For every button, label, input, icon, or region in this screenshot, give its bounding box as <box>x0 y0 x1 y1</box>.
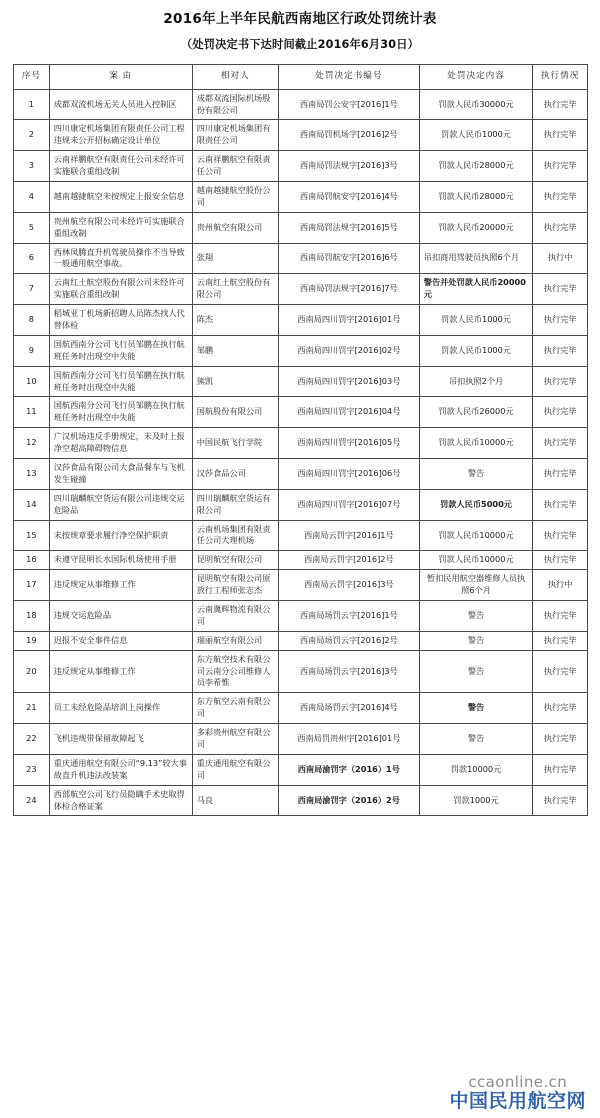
cell-doc-number: 西南局四川罚字[2016]03号 <box>278 366 419 397</box>
title-block <box>0 0 600 52</box>
cell-party: 云南红土航空股份有限公司 <box>192 274 278 305</box>
cell-doc-number: 西南局罚贵州字[2016]01号 <box>278 724 419 755</box>
cell-case: 贵州航空有限公司未经许可实施联合重组改制 <box>49 212 192 243</box>
cell-party: 成都双流国际机场股份有限公司 <box>192 89 278 120</box>
cell-execution-status: 执行完毕 <box>533 397 588 428</box>
cell-penalty-content: 罚款人民币1000元 <box>419 335 533 366</box>
cell-case: 未按规章要求履行净空保护职责 <box>49 520 192 551</box>
cell-doc-number: 西南局罚机场字[2016]2号 <box>278 120 419 151</box>
cell-party: 邹鹏 <box>192 335 278 366</box>
cell-party: 瑞丽航空有限公司 <box>192 631 278 650</box>
cell-case: 国航西南分公司飞行员邹鹏在执行航班任务时出现空中失能 <box>49 397 192 428</box>
cell-penalty-content: 警告 <box>419 724 533 755</box>
column-header-content: 处罚决定内容 <box>419 64 533 89</box>
cell-index: 2 <box>14 120 50 151</box>
cell-penalty-content: 罚款人民币10000元 <box>419 428 533 459</box>
cell-penalty-content: 罚款人民币5000元 <box>419 489 533 520</box>
cell-case: 云南祥鹏航空有限责任公司未经许可实施联合重组改制 <box>49 151 192 182</box>
cell-execution-status: 执行完毕 <box>533 650 588 693</box>
cell-index: 20 <box>14 650 50 693</box>
cell-index: 19 <box>14 631 50 650</box>
cell-index: 18 <box>14 601 50 632</box>
cell-penalty-content: 警告并处罚款人民币20000元 <box>419 274 533 305</box>
cell-party: 东方航空技术有限公司云南分公司维修人员李希惟 <box>192 650 278 693</box>
cell-party: 重庆通用航空有限公司 <box>192 754 278 785</box>
cell-execution-status: 执行完毕 <box>533 89 588 120</box>
cell-case: 未遵守昆明长水国际机场使用手册 <box>49 551 192 570</box>
table-row <box>14 570 588 601</box>
cell-execution-status: 执行完毕 <box>533 754 588 785</box>
cell-index: 8 <box>14 305 50 336</box>
cell-case: 重庆通用航空有限公司“9.13”较大事故直升机违法改装案 <box>49 754 192 785</box>
cell-doc-number: 西南局四川罚字[2016]06号 <box>278 459 419 490</box>
cell-case: 成都双流机场无关人员进入控制区 <box>49 89 192 120</box>
cell-execution-status: 执行完毕 <box>533 551 588 570</box>
cell-index: 22 <box>14 724 50 755</box>
cell-penalty-content: 罚款人民币1000元 <box>419 305 533 336</box>
cell-index: 12 <box>14 428 50 459</box>
cell-index: 13 <box>14 459 50 490</box>
cell-doc-number: 西南局罚航安字[2016]6号 <box>278 243 419 274</box>
cell-party: 云南冀辉物流有限公司 <box>192 601 278 632</box>
cell-index: 10 <box>14 366 50 397</box>
table-row <box>14 305 588 336</box>
table-row <box>14 89 588 120</box>
table-row <box>14 693 588 724</box>
cell-penalty-content: 吊扣商用驾驶员执照6个月 <box>419 243 533 274</box>
cell-party: 贵州航空有限公司 <box>192 212 278 243</box>
table-row <box>14 335 588 366</box>
table-header-row <box>14 64 588 89</box>
cell-index: 1 <box>14 89 50 120</box>
table-row <box>14 650 588 693</box>
cell-execution-status: 执行完毕 <box>533 335 588 366</box>
cell-doc-number: 西南局罚公安字[2016]1号 <box>278 89 419 120</box>
cell-doc-number: 西南局四川罚字[2016]02号 <box>278 335 419 366</box>
column-header-docno: 处罚决定书编号 <box>278 64 419 89</box>
cell-doc-number: 西南局云罚字[2016]2号 <box>278 551 419 570</box>
cell-case: 国航西南分公司飞行员邹鹏在执行航班任务时出现空中失能 <box>49 366 192 397</box>
table-row <box>14 274 588 305</box>
cell-execution-status: 执行完毕 <box>533 181 588 212</box>
cell-doc-number: 西南局四川罚字[2016]01号 <box>278 305 419 336</box>
cell-execution-status: 执行完毕 <box>533 489 588 520</box>
cell-party: 昆明航空有限公司 <box>192 551 278 570</box>
table-row <box>14 459 588 490</box>
cell-case: 飞机违规带保留故障起飞 <box>49 724 192 755</box>
cell-party: 熊凯 <box>192 366 278 397</box>
cell-index: 6 <box>14 243 50 274</box>
cell-execution-status: 执行完毕 <box>533 366 588 397</box>
cell-case: 云南红土航空股份有限公司未经许可实施联合重组改制 <box>49 274 192 305</box>
column-header-index: 序号 <box>14 64 50 89</box>
table-container <box>13 64 588 817</box>
page-subtitle: （处罚决定书下达时间截止2016年6月30日） <box>180 38 420 52</box>
cell-penalty-content: 暂扣民用航空器维修人员执照6个月 <box>419 570 533 601</box>
cell-case: 国航西南分公司飞行员邹鹏在执行航班任务时出现空中失能 <box>49 335 192 366</box>
cell-party: 越南越捷航空股份公司 <box>192 181 278 212</box>
cell-penalty-content: 警告 <box>419 650 533 693</box>
cell-index: 24 <box>14 785 50 816</box>
cell-penalty-content: 罚款人民币1000元 <box>419 120 533 151</box>
cell-party: 汉莎食品公司 <box>192 459 278 490</box>
table-row <box>14 489 588 520</box>
column-header-status: 执行情况 <box>533 64 588 89</box>
cell-penalty-content: 警告 <box>419 459 533 490</box>
cell-index: 15 <box>14 520 50 551</box>
cell-index: 21 <box>14 693 50 724</box>
cell-doc-number: 西南局渝罚字（2016）1号 <box>278 754 419 785</box>
cell-index: 3 <box>14 151 50 182</box>
cell-penalty-content: 罚款人民币10000元 <box>419 520 533 551</box>
column-header-case: 案 由 <box>49 64 192 89</box>
cell-doc-number: 西南局四川罚字[2016]07号 <box>278 489 419 520</box>
cell-penalty-content: 警告 <box>419 601 533 632</box>
page-title: 2016年上半年民航西南地区行政处罚统计表 <box>163 11 437 27</box>
cell-doc-number: 西南局四川罚字[2016]05号 <box>278 428 419 459</box>
cell-execution-status: 执行完毕 <box>533 212 588 243</box>
cell-index: 16 <box>14 551 50 570</box>
table-row <box>14 631 588 650</box>
cell-execution-status: 执行完毕 <box>533 459 588 490</box>
cell-doc-number: 西南局云罚字[2016]1号 <box>278 520 419 551</box>
cell-doc-number: 西南局场罚云字[2016]3号 <box>278 650 419 693</box>
cell-execution-status: 执行完毕 <box>533 693 588 724</box>
cell-party: 云南机场集团有限责任公司大理机场 <box>192 520 278 551</box>
table-header <box>14 64 588 89</box>
cell-case: 汉莎食品有限公司大食品餐车与飞机发生碰撞 <box>49 459 192 490</box>
table-row <box>14 551 588 570</box>
cell-party: 东方航空云南有限公司 <box>192 693 278 724</box>
column-header-party: 相对人 <box>192 64 278 89</box>
table-row <box>14 366 588 397</box>
cell-penalty-content: 罚款人民币26000元 <box>419 397 533 428</box>
cell-case: 违规交运危险品 <box>49 601 192 632</box>
cell-doc-number: 西南局场罚云字[2016]1号 <box>278 601 419 632</box>
cell-party: 中国民航飞行学院 <box>192 428 278 459</box>
cell-penalty-content: 罚款人民币28000元 <box>419 151 533 182</box>
table-row <box>14 212 588 243</box>
cell-penalty-content: 罚款1000元 <box>419 785 533 816</box>
cell-case: 员工未经危险品培训上岗操作 <box>49 693 192 724</box>
cell-party: 云南祥鹏航空有限责任公司 <box>192 151 278 182</box>
cell-case: 四川康定机场集团有限责任公司工程违规未公开招标确定设计单位 <box>49 120 192 151</box>
cell-doc-number: 西南局场罚云字[2016]2号 <box>278 631 419 650</box>
cell-party: 四川康定机场集团有限责任公司 <box>192 120 278 151</box>
cell-penalty-content: 罚款人民币20000元 <box>419 212 533 243</box>
table-row <box>14 181 588 212</box>
cell-penalty-content: 罚款人民币28000元 <box>419 181 533 212</box>
watermark-site-name: 中国民用航空网 <box>449 1090 586 1113</box>
cell-execution-status: 执行完毕 <box>533 274 588 305</box>
cell-penalty-content: 罚款人民币10000元 <box>419 551 533 570</box>
cell-execution-status: 执行完毕 <box>533 785 588 816</box>
cell-index: 17 <box>14 570 50 601</box>
cell-party: 陈杰 <box>192 305 278 336</box>
table-row <box>14 601 588 632</box>
watermark-url: ccaonline.cn <box>468 1073 568 1092</box>
table-row <box>14 724 588 755</box>
table-row <box>14 151 588 182</box>
cell-execution-status: 执行完毕 <box>533 601 588 632</box>
cell-index: 23 <box>14 754 50 785</box>
cell-execution-status: 执行中 <box>533 570 588 601</box>
cell-execution-status: 执行完毕 <box>533 520 588 551</box>
cell-party: 四川瑞麟航空货运有限公司 <box>192 489 278 520</box>
cell-index: 9 <box>14 335 50 366</box>
cell-penalty-content: 警告 <box>419 693 533 724</box>
cell-execution-status: 执行完毕 <box>533 631 588 650</box>
cell-execution-status: 执行完毕 <box>533 305 588 336</box>
penalty-statistics-table <box>13 64 588 817</box>
cell-case: 稻城亚丁机场新招聘人员陈杰找人代替体检 <box>49 305 192 336</box>
cell-execution-status: 执行完毕 <box>533 724 588 755</box>
cell-case: 广汉机场违反手册规定，未及时上报净空超高障碍物信息 <box>49 428 192 459</box>
cell-case: 迟报不安全事件信息 <box>49 631 192 650</box>
cell-execution-status: 执行完毕 <box>533 151 588 182</box>
cell-doc-number: 西南局罚航安字[2016]4号 <box>278 181 419 212</box>
cell-doc-number: 西南局罚法规字[2016]7号 <box>278 274 419 305</box>
cell-doc-number: 西南局罚法规字[2016]5号 <box>278 212 419 243</box>
cell-index: 14 <box>14 489 50 520</box>
cell-doc-number: 西南局四川罚字[2016]04号 <box>278 397 419 428</box>
cell-execution-status: 执行中 <box>533 243 588 274</box>
cell-penalty-content: 罚款人民币30000元 <box>419 89 533 120</box>
cell-party: 马良 <box>192 785 278 816</box>
cell-index: 4 <box>14 181 50 212</box>
cell-penalty-content: 警告 <box>419 631 533 650</box>
cell-doc-number: 西南局云罚字[2016]3号 <box>278 570 419 601</box>
cell-case: 西部航空公司飞行员隐瞒手术史取得体检合格证案 <box>49 785 192 816</box>
cell-case: 四川瑞麟航空货运有限公司违规交运危险品 <box>49 489 192 520</box>
cell-case: 西林凤腾直升机驾驶员操作不当导致一般通用航空事故。 <box>49 243 192 274</box>
table-row <box>14 754 588 785</box>
cell-doc-number: 西南局场罚云字[2016]4号 <box>278 693 419 724</box>
cell-penalty-content: 罚款10000元 <box>419 754 533 785</box>
cell-party: 多彩贵州航空有限公司 <box>192 724 278 755</box>
table-row <box>14 397 588 428</box>
table-row <box>14 520 588 551</box>
cell-case: 违反规定从事维修工作 <box>49 570 192 601</box>
cell-party: 昆明航空有限公司原放行工程师张志杰 <box>192 570 278 601</box>
cell-execution-status: 执行完毕 <box>533 428 588 459</box>
cell-case: 越南越捷航空未按规定上报安全信息 <box>49 181 192 212</box>
cell-doc-number: 西南局渝罚字（2016）2号 <box>278 785 419 816</box>
cell-index: 11 <box>14 397 50 428</box>
site-watermark <box>449 1075 586 1112</box>
cell-index: 7 <box>14 274 50 305</box>
table-row <box>14 785 588 816</box>
cell-party: 张翔 <box>192 243 278 274</box>
table-row <box>14 243 588 274</box>
cell-party: 国航股份有限公司 <box>192 397 278 428</box>
table-row <box>14 120 588 151</box>
table-body <box>14 89 588 816</box>
cell-penalty-content: 吊扣执照2个月 <box>419 366 533 397</box>
cell-execution-status: 执行完毕 <box>533 120 588 151</box>
cell-doc-number: 西南局罚法规字[2016]3号 <box>278 151 419 182</box>
table-row <box>14 428 588 459</box>
cell-index: 5 <box>14 212 50 243</box>
cell-case: 违反规定从事维修工作 <box>49 650 192 693</box>
